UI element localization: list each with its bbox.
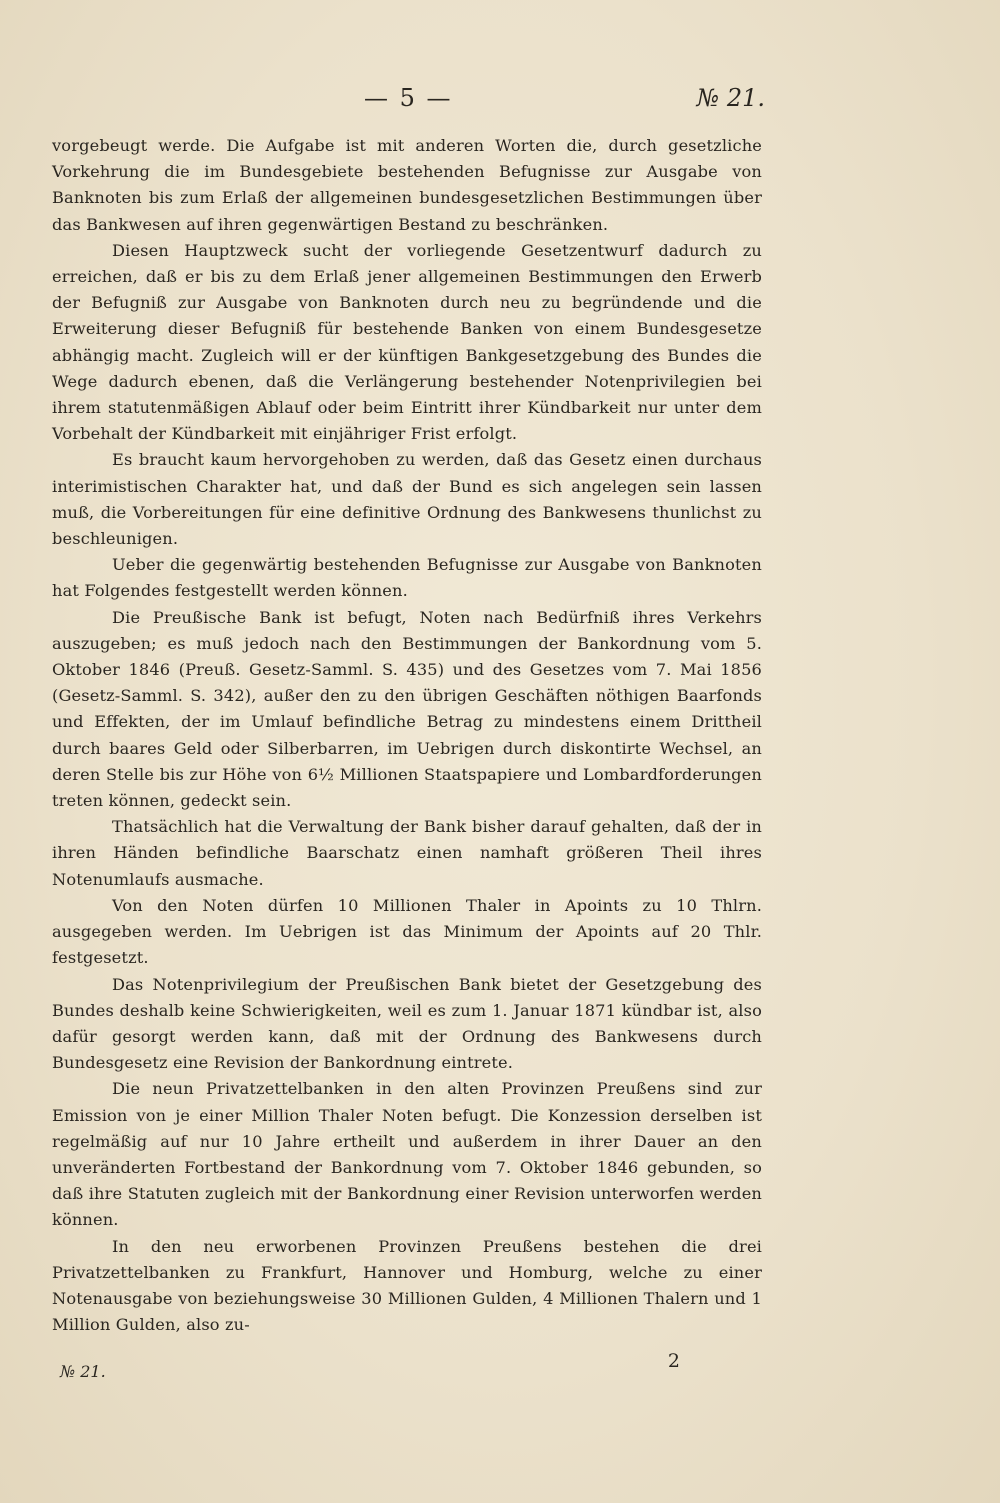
- sheet-signature: 2: [667, 1350, 680, 1372]
- paragraph: Von den Noten dürfen 10 Millionen Thaler in Apoints zu 10 Thlrn. ausgegeben werden. Im Uebrigen ist das Minimum der Apoints auf 20 Thlr. festgesetzt.: [52, 895, 762, 968]
- paragraph: Thatsächlich hat die Verwaltung der Bank bisher darauf gehalten, daß der in ihren Händen befindliche Baarschatz einen namhaft größeren Theil ihres Notenumlaufs ausmache.: [52, 817, 762, 889]
- page-header: [55, 84, 765, 118]
- paragraph: In den neu erworbenen Provinzen Preußens bestehen die drei Privatzettelbanken zu Frankfurt, Hannover und Homburg, welche zu einer Notenausgabe von beziehungsweise 30 Millionen Gulden, 4 Millionen Thalern und 1 Million Gulden, also zu-: [52, 1236, 762, 1335]
- paragraph: Ueber die gegenwärtig bestehenden Befugnisse zur Ausgabe von Banknoten hat Folgendes festgestellt werden können.: [52, 555, 762, 601]
- document-number: № 21.: [696, 84, 765, 112]
- paragraph: Die neun Privatzettelbanken in den alten Provinzen Preußens sind zur Emission von je einer Million Thaler Noten befugt. Die Konzession derselben ist regelmäßig auf nur 10 Jahre ertheilt und außerdem in ihrer Dauer an den unveränderten Fortbestand der Bankordnung vom 7. Oktober 1846 gebunden, so daß ihre Statuten zugleich mit der Bankordnung einer Revision unterworfen werden können.: [52, 1079, 762, 1230]
- paragraph: vorgebeugt werde. Die Aufgabe ist mit anderen Worten die, durch gesetzliche Vorkehrung die im Bundesgebiete bestehenden Befugnisse zur Ausgabe von Banknoten bis zum Erlaß der allgemeinen bundesgesetzlichen Bestimmungen über das Bankwesen auf ihren gegenwärtigen Bestand zu beschränken.: [52, 136, 762, 234]
- body-text: [52, 133, 762, 1338]
- paragraph: Es braucht kaum hervorgehoben zu werden, daß das Gesetz einen durchaus interimistischen Charakter hat, und daß der Bund es sich angelegen sein lassen muß, die Vorbereitungen für eine definitive Ordnung des Bankwesens thunlichst zu beschleunigen.: [52, 450, 762, 549]
- paragraph: Die Preußische Bank ist befugt, Noten nach Bedürfniß ihres Verkehrs auszugeben; es muß jedoch nach den Bestimmungen der Bankordnung vom 5. Oktober 1846 (Preuß. Gesetz-Samml. S. 435) und des Gesetzes vom 7. Mai 1856 (Gesetz-Samml. S. 342), außer den zu den übrigen Geschäften nöthigen Baarfonds und Effekten, der im Umlauf befindliche Betrag zu mindestens einem Drittheil durch baares Geld oder Silberbarren, im Uebrigen durch diskontirte Wechsel, an deren Stelle bis zur Höhe von 6½ Millionen Staatspapiere und Lombardforderungen treten können, gedeckt sein.: [52, 607, 762, 811]
- footer-document-number: № 21.: [60, 1362, 106, 1381]
- page-footer: [60, 1350, 680, 1380]
- paragraph: Diesen Hauptzweck sucht der vorliegende Gesetzentwurf dadurch zu erreichen, daß er bis zu dem Erlaß jener allgemeinen Bestimmungen den Erwerb der Befugniß zur Ausgabe von Banknoten durch neu zu begründende und die Erweiterung dieser Befugniß für bestehende Banken von einem Bundesgesetze abhängig macht. Zugleich will er der künftigen Bankgesetzgebung des Bundes die Wege dadurch ebenen, daß die Verlängerung bestehender Notenprivilegien bei ihrem statutenmäßigen Ablauf oder beim Eintritt ihrer Kündbarkeit nur unter dem Vorbehalt der Kündbarkeit mit einjähriger Frist erfolgt.: [52, 240, 762, 444]
- page-number: — 5 —: [364, 84, 453, 112]
- paragraph: Das Notenprivilegium der Preußischen Bank bietet der Gesetzgebung des Bundes deshalb keine Schwierigkeiten, weil es zum 1. Januar 1871 kündbar ist, also dafür gesorgt werden kann, daß mit der Ordnung des Bankwesens durch Bundesgesetz eine Revision der Bankordnung eintrete.: [52, 974, 762, 1073]
